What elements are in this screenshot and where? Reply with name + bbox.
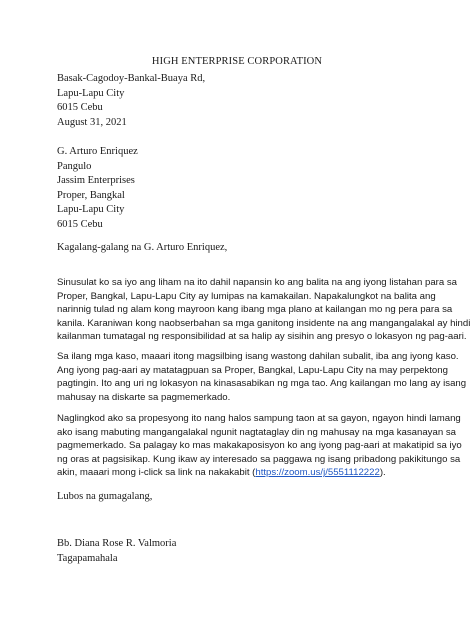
signature-name: Bb. Diana Rose R. Valmoria: [57, 538, 177, 549]
paragraph-line: kailanman tumatagal ng responsibilidad at sa halip ay sisihin ang presyo o lokasyon ng pag-aari.: [57, 331, 467, 343]
link-prefix-text: akin, maaari mong i-click sa link na nakakabit (: [57, 467, 256, 479]
company-title: HIGH ENTERPRISE CORPORATION: [151, 56, 323, 67]
paragraph-line: mahusay na diskarte sa pagmemerkado.: [57, 391, 231, 403]
recipient-street: Proper, Bangkal: [57, 189, 125, 201]
paragraph-line: Proper, Bangkal, Lapu-Lapu City ay lumipas na kamakailan. Napakalungkot na balita ang: [57, 290, 436, 302]
paragraph-line: ako isang mabuting mangangalakal ngunit nagtataglay din ng mahusay na mga kasanayan sa: [57, 426, 456, 438]
letter-date: August 31, 2021: [57, 116, 127, 128]
closing: [57, 490, 152, 505]
recipient-city: Lapu-Lapu City: [57, 204, 125, 216]
salutation: [57, 241, 227, 256]
salutation-text: Kagalang-galang na G. Arturo Enriquez,: [57, 242, 228, 253]
paragraph-line: kanila. Karaniwan kong naobserbahan sa mga ganitong insidente na ang mangangalakal ay hindi: [57, 317, 471, 329]
recipient-company: Jassim Enterprises: [57, 175, 135, 187]
recipient-block: [57, 145, 138, 233]
paragraph-line: narinnig tulad ng alam kong mayroon kang ibang mga plano at kailangan mo ng pera para sa: [57, 304, 453, 316]
paragraph-line-with-link: [57, 466, 425, 480]
signature-block: [57, 537, 176, 566]
sender-postal-line: 6015 Cebu: [57, 102, 103, 114]
paragraph-line: Sinusulat ko sa iyo ang liham na ito dahil napansin ko ang balita na ang iyong listahan para sa: [57, 277, 458, 288]
body-paragraph-1: [57, 276, 471, 344]
sender-address-line: Basak-Cagodoy-Bankal-Buaya Rd,: [57, 73, 206, 84]
body-paragraph-3: [57, 412, 462, 480]
body-paragraph-2: [57, 350, 467, 404]
paragraph-line: Naglingkod ako sa propesyong ito nang halos sampung taon at sa gayon, ngayon hindi lamang: [57, 413, 461, 424]
paragraph-line: Sa ilang mga kaso, maaari itong magsilbing isang wastong dahilan subalit, iba ang iyong kaso.: [57, 351, 459, 362]
recipient-position: Pangulo: [57, 160, 92, 172]
paragraph-line: pagtingin. Ito ang uri ng lokasyon na kinasasabikan ng mga tao. Ang kailangan mo lang ay isang: [57, 378, 467, 390]
closing-text: Lubos na gumagalang,: [57, 491, 153, 502]
paragraph-line: ng oras at pagsisikap. Kung ikaw ay interesado sa paggawa ng isang pribadong pakikitungo sa: [57, 453, 461, 465]
recipient-name: G. Arturo Enriquez: [57, 146, 138, 157]
recipient-postal: 6015 Cebu: [57, 218, 103, 230]
paragraph-line: pagmemerkado. Sa palagay ko mas makakaposisyon ko ang iyong pag-aari at makatipid sa iyo: [57, 440, 462, 452]
sender-address-block: [57, 72, 205, 130]
signature-title: Tagapamahala: [57, 552, 118, 564]
sender-city-line: Lapu-Lapu City: [57, 87, 125, 99]
paragraph-line: Ang iyong pag-aari ay matatagpuan sa Proper, Bangkal, Lapu-Lapu City na may perpektong: [57, 364, 448, 376]
link-suffix-text: ).: [379, 467, 386, 479]
zoom-link[interactable]: https://zoom.us/j/5551112222: [255, 467, 380, 479]
